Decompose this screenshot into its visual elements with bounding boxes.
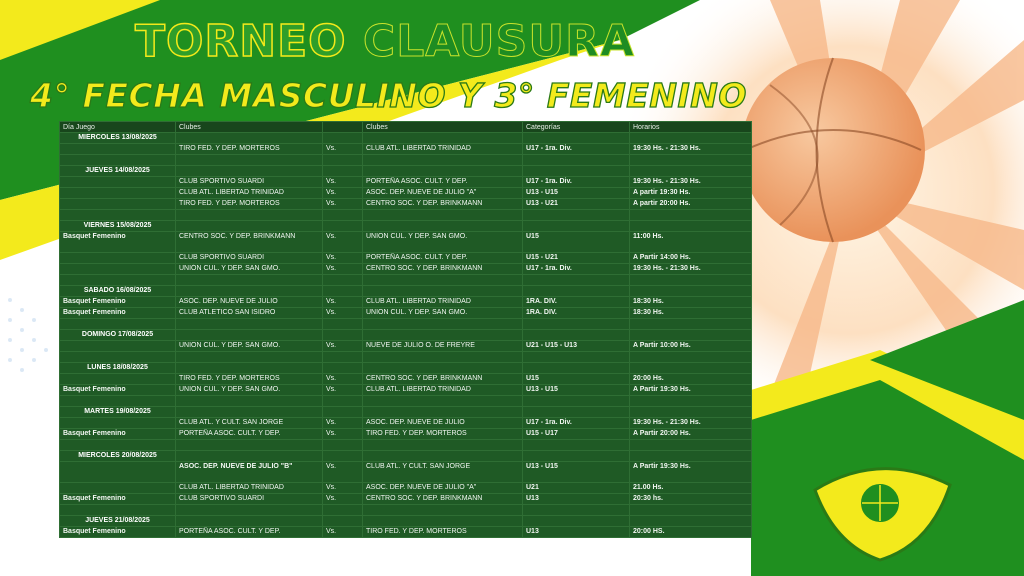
empty-cell xyxy=(176,440,323,451)
date-row xyxy=(60,133,752,144)
home-club-cell: CLUB ATL. Y CULT. SAN JORGE xyxy=(176,418,323,429)
home-club-cell: ASOC. DEP. NUEVE DE JULIO "B" xyxy=(176,462,323,483)
date-row xyxy=(60,286,752,297)
game-row xyxy=(60,374,752,385)
category-cell: 1RA. DIV. xyxy=(523,308,630,319)
empty-cell xyxy=(176,363,323,374)
schedule-table xyxy=(59,121,752,538)
time-cell: 19:30 Hs. - 21:30 Hs. xyxy=(630,177,752,188)
empty-cell xyxy=(323,319,363,330)
empty-cell xyxy=(176,319,323,330)
empty-cell xyxy=(60,155,176,166)
empty-cell xyxy=(363,516,523,527)
empty-cell xyxy=(176,166,323,177)
empty-cell xyxy=(523,330,630,341)
empty-cell xyxy=(323,221,363,232)
date-row xyxy=(60,407,752,418)
empty-cell xyxy=(60,210,176,221)
empty-cell xyxy=(176,330,323,341)
empty-cell xyxy=(363,275,523,286)
empty-cell xyxy=(523,363,630,374)
away-club-cell: UNION CUL. Y DEP. SAN GMO. xyxy=(363,232,523,253)
empty-cell xyxy=(523,221,630,232)
spacer-row xyxy=(60,155,752,166)
empty-cell xyxy=(363,155,523,166)
home-club-cell: CLUB ATLETICO SAN ISIDRO xyxy=(176,308,323,319)
day-cell xyxy=(60,253,176,264)
empty-cell xyxy=(60,319,176,330)
vs-cell: Vs. xyxy=(323,462,363,483)
empty-cell xyxy=(523,166,630,177)
game-row xyxy=(60,341,752,352)
away-club-cell: CLUB ATL. LIBERTAD TRINIDAD xyxy=(363,144,523,155)
home-club-cell: TIRO FED. Y DEP. MORTEROS xyxy=(176,144,323,155)
empty-cell xyxy=(630,155,752,166)
game-row xyxy=(60,253,752,264)
empty-cell xyxy=(363,221,523,232)
home-club-cell: CLUB ATL. LIBERTAD TRINIDAD xyxy=(176,483,323,494)
empty-cell xyxy=(176,451,323,462)
home-club-cell: UNION CUL. Y DEP. SAN GMO. xyxy=(176,341,323,352)
vs-cell: Vs. xyxy=(323,483,363,494)
empty-cell xyxy=(630,396,752,407)
empty-cell xyxy=(523,516,630,527)
away-club-cell: NUEVE DE JULIO O. DE FREYRE xyxy=(363,341,523,352)
empty-cell xyxy=(176,221,323,232)
empty-cell xyxy=(176,275,323,286)
date-label: JUEVES 14/08/2025 xyxy=(60,166,176,177)
game-row xyxy=(60,462,752,483)
category-cell: U15 xyxy=(523,374,630,385)
day-cell xyxy=(60,199,176,210)
time-cell: 20:00 HS. xyxy=(630,527,752,538)
spacer-row xyxy=(60,505,752,516)
spacer-row xyxy=(60,396,752,407)
empty-cell xyxy=(60,275,176,286)
header-vs xyxy=(323,122,363,133)
time-cell: A Partir 19:30 Hs. xyxy=(630,385,752,396)
time-cell: A partir 20:00 Hs. xyxy=(630,199,752,210)
date-row xyxy=(60,363,752,374)
empty-cell xyxy=(523,210,630,221)
vs-cell: Vs. xyxy=(323,429,363,440)
away-club-cell: TIRO FED. Y DEP. MORTEROS xyxy=(363,429,523,440)
empty-cell xyxy=(323,133,363,144)
vs-cell: Vs. xyxy=(323,494,363,505)
date-label: VIERNES 15/08/2025 xyxy=(60,221,176,232)
header-home-club: Clubes xyxy=(176,122,323,133)
time-cell: A Partir 14:00 Hs. xyxy=(630,253,752,264)
empty-cell xyxy=(323,210,363,221)
away-club-cell: ASOC. DEP. NUEVE DE JULIO "A" xyxy=(363,188,523,199)
vs-cell: Vs. xyxy=(323,418,363,429)
empty-cell xyxy=(630,166,752,177)
category-cell: U13 - U15 xyxy=(523,462,630,483)
empty-cell xyxy=(323,363,363,374)
home-club-cell: CLUB SPORTIVO SUARDI xyxy=(176,177,323,188)
time-cell: A Partir 19:30 Hs. xyxy=(630,462,752,483)
game-row xyxy=(60,418,752,429)
empty-cell xyxy=(323,396,363,407)
empty-cell xyxy=(523,396,630,407)
away-club-cell: ASOC. DEP. NUEVE DE JULIO "A" xyxy=(363,483,523,494)
vs-cell: Vs. xyxy=(323,527,363,538)
day-cell xyxy=(60,188,176,199)
date-label: MARTES 19/08/2025 xyxy=(60,407,176,418)
empty-cell xyxy=(176,396,323,407)
empty-cell xyxy=(60,505,176,516)
empty-cell xyxy=(176,352,323,363)
empty-cell xyxy=(630,286,752,297)
time-cell: A Partir 20:00 Hs. xyxy=(630,429,752,440)
game-row xyxy=(60,527,752,538)
day-cell xyxy=(60,341,176,352)
home-club-cell: TIRO FED. Y DEP. MORTEROS xyxy=(176,374,323,385)
day-cell xyxy=(60,144,176,155)
empty-cell xyxy=(323,352,363,363)
empty-cell xyxy=(176,505,323,516)
empty-cell xyxy=(363,166,523,177)
time-cell: A partir 19:30 Hs. xyxy=(630,188,752,199)
empty-cell xyxy=(630,221,752,232)
empty-cell xyxy=(176,286,323,297)
day-cell xyxy=(60,483,176,494)
empty-cell xyxy=(630,505,752,516)
empty-cell xyxy=(323,286,363,297)
home-club-cell: CENTRO SOC. Y DEP. BRINKMANN xyxy=(176,232,323,253)
time-cell: 21.00 Hs. xyxy=(630,483,752,494)
empty-cell xyxy=(630,210,752,221)
home-club-cell: PORTEÑA ASOC. CULT. Y DEP. xyxy=(176,429,323,440)
vs-cell: Vs. xyxy=(323,232,363,253)
category-cell: U21 xyxy=(523,483,630,494)
header-day: Día Juego xyxy=(60,122,176,133)
empty-cell xyxy=(630,319,752,330)
empty-cell xyxy=(523,155,630,166)
game-row xyxy=(60,264,752,275)
empty-cell xyxy=(363,352,523,363)
day-cell: Basquet Femenino xyxy=(60,297,176,308)
empty-cell xyxy=(630,133,752,144)
category-cell: U17 - 1ra. Div. xyxy=(523,418,630,429)
category-cell: U21 - U15 - U13 xyxy=(523,341,630,352)
empty-cell xyxy=(60,396,176,407)
empty-cell xyxy=(363,210,523,221)
day-cell xyxy=(60,462,176,483)
time-cell: 11:00 Hs. xyxy=(630,232,752,253)
time-cell: A Partir 10:00 Hs. xyxy=(630,341,752,352)
game-row xyxy=(60,144,752,155)
empty-cell xyxy=(363,396,523,407)
date-label: JUEVES 21/08/2025 xyxy=(60,516,176,527)
vs-cell: Vs. xyxy=(323,297,363,308)
game-row xyxy=(60,297,752,308)
title-part-2: CLAUSURA xyxy=(362,16,636,67)
time-cell: 20:30 hs. xyxy=(630,494,752,505)
empty-cell xyxy=(630,440,752,451)
date-row xyxy=(60,330,752,341)
empty-cell xyxy=(323,166,363,177)
game-row xyxy=(60,199,752,210)
spacer-row xyxy=(60,210,752,221)
away-club-cell: CENTRO SOC. Y DEP. BRINKMANN xyxy=(363,374,523,385)
empty-cell xyxy=(523,275,630,286)
empty-cell xyxy=(176,155,323,166)
game-row xyxy=(60,308,752,319)
date-row xyxy=(60,516,752,527)
time-cell: 19:30 Hs. - 21:30 Hs. xyxy=(630,418,752,429)
empty-cell xyxy=(630,516,752,527)
game-row xyxy=(60,429,752,440)
away-club-cell: CENTRO SOC. Y DEP. BRINKMANN xyxy=(363,494,523,505)
day-cell xyxy=(60,177,176,188)
empty-cell xyxy=(630,275,752,286)
vs-cell: Vs. xyxy=(323,374,363,385)
time-cell: 18:30 Hs. xyxy=(630,308,752,319)
away-club-cell: PORTEÑA ASOC. CULT. Y DEP. xyxy=(363,253,523,264)
empty-cell xyxy=(323,440,363,451)
day-cell: Basquet Femenino xyxy=(60,527,176,538)
empty-cell xyxy=(363,363,523,374)
empty-cell xyxy=(176,516,323,527)
day-cell: Basquet Femenino xyxy=(60,429,176,440)
time-cell: 20:00 Hs. xyxy=(630,374,752,385)
empty-cell xyxy=(630,352,752,363)
empty-cell xyxy=(363,319,523,330)
vs-cell: Vs. xyxy=(323,341,363,352)
home-club-cell: CLUB SPORTIVO SUARDI xyxy=(176,494,323,505)
time-cell: 19:30 Hs. - 21:30 Hs. xyxy=(630,264,752,275)
spacer-row xyxy=(60,352,752,363)
empty-cell xyxy=(323,330,363,341)
empty-cell xyxy=(523,286,630,297)
game-row xyxy=(60,483,752,494)
category-cell: U17 - 1ra. Div. xyxy=(523,144,630,155)
day-cell: Basquet Femenino xyxy=(60,494,176,505)
category-cell: U15 - U17 xyxy=(523,429,630,440)
time-cell: 18:30 Hs. xyxy=(630,297,752,308)
empty-cell xyxy=(60,352,176,363)
spacer-row xyxy=(60,319,752,330)
away-club-cell: CLUB ATL. LIBERTAD TRINIDAD xyxy=(363,385,523,396)
vs-cell: Vs. xyxy=(323,188,363,199)
category-cell: U13 - U15 xyxy=(523,385,630,396)
empty-cell xyxy=(523,440,630,451)
category-cell: U13 xyxy=(523,527,630,538)
empty-cell xyxy=(523,133,630,144)
empty-cell xyxy=(523,407,630,418)
game-row xyxy=(60,494,752,505)
header-time: Horarios xyxy=(630,122,752,133)
vs-cell: Vs. xyxy=(323,385,363,396)
page-title xyxy=(0,14,770,70)
date-row xyxy=(60,166,752,177)
game-row xyxy=(60,385,752,396)
empty-cell xyxy=(630,330,752,341)
vs-cell: Vs. xyxy=(323,308,363,319)
day-cell xyxy=(60,374,176,385)
game-row xyxy=(60,177,752,188)
away-club-cell: CENTRO SOC. Y DEP. BRINKMANN xyxy=(363,199,523,210)
day-cell: Basquet Femenino xyxy=(60,308,176,319)
away-club-cell: CENTRO SOC. Y DEP. BRINKMANN xyxy=(363,264,523,275)
date-label: SABADO 16/08/2025 xyxy=(60,286,176,297)
home-club-cell: PORTEÑA ASOC. CULT. Y DEP. xyxy=(176,527,323,538)
empty-cell xyxy=(363,330,523,341)
day-cell xyxy=(60,264,176,275)
date-label: MIERCOLES 20/08/2025 xyxy=(60,451,176,462)
empty-cell xyxy=(323,451,363,462)
date-label: MIERCOLES 13/08/2025 xyxy=(60,133,176,144)
category-cell: U15 - U21 xyxy=(523,253,630,264)
schedule-body xyxy=(60,133,752,538)
date-label: LUNES 18/08/2025 xyxy=(60,363,176,374)
empty-cell xyxy=(630,407,752,418)
category-cell: U17 - 1ra. Div. xyxy=(523,177,630,188)
category-cell: U15 xyxy=(523,232,630,253)
empty-cell xyxy=(323,505,363,516)
date-row xyxy=(60,451,752,462)
vs-cell: Vs. xyxy=(323,144,363,155)
vs-cell: Vs. xyxy=(323,264,363,275)
away-club-cell: TIRO FED. Y DEP. MORTEROS xyxy=(363,527,523,538)
empty-cell xyxy=(323,516,363,527)
empty-cell xyxy=(176,210,323,221)
header-away-club: Clubes xyxy=(363,122,523,133)
game-row xyxy=(60,232,752,253)
empty-cell xyxy=(363,451,523,462)
game-row xyxy=(60,188,752,199)
day-cell xyxy=(60,418,176,429)
time-cell: 19:30 Hs. - 21:30 Hs. xyxy=(630,144,752,155)
category-cell: U17 - 1ra. Div. xyxy=(523,264,630,275)
header-category: Categorías xyxy=(523,122,630,133)
away-club-cell: CLUB ATL. Y CULT. SAN JORGE xyxy=(363,462,523,483)
empty-cell xyxy=(363,407,523,418)
empty-cell xyxy=(363,440,523,451)
header-row xyxy=(60,122,752,133)
away-club-cell: ASOC. DEP. NUEVE DE JULIO xyxy=(363,418,523,429)
empty-cell xyxy=(630,363,752,374)
home-club-cell: UNION CUL. Y DEP. SAN GMO. xyxy=(176,385,323,396)
vs-cell: Vs. xyxy=(323,253,363,264)
day-cell: Basquet Femenino xyxy=(60,232,176,253)
spacer-row xyxy=(60,275,752,286)
date-label: DOMINGO 17/08/2025 xyxy=(60,330,176,341)
empty-cell xyxy=(323,275,363,286)
home-club-cell: TIRO FED. Y DEP. MORTEROS xyxy=(176,199,323,210)
home-club-cell: UNIÓN CUL. Y DEP. SAN GMO. xyxy=(176,264,323,275)
day-cell: Basquet Femenino xyxy=(60,385,176,396)
empty-cell xyxy=(630,451,752,462)
title-part-1: TORNEO xyxy=(134,16,347,67)
category-cell: U13 - U21 xyxy=(523,199,630,210)
empty-cell xyxy=(323,155,363,166)
empty-cell xyxy=(523,319,630,330)
page-subtitle: 4° FECHA MASCULINO Y 3° FEMENINO xyxy=(30,76,747,115)
empty-cell xyxy=(363,286,523,297)
empty-cell xyxy=(323,407,363,418)
category-cell: U13 - U15 xyxy=(523,188,630,199)
empty-cell xyxy=(363,505,523,516)
date-row xyxy=(60,221,752,232)
empty-cell xyxy=(523,505,630,516)
away-club-cell: UNION CUL. Y DEP. SAN GMO. xyxy=(363,308,523,319)
empty-cell xyxy=(176,133,323,144)
category-cell: U13 xyxy=(523,494,630,505)
vs-cell: Vs. xyxy=(323,177,363,188)
empty-cell xyxy=(363,133,523,144)
home-club-cell: CLUB SPORTIVO SUARDI xyxy=(176,253,323,264)
spacer-row xyxy=(60,440,752,451)
empty-cell xyxy=(523,352,630,363)
away-club-cell: CLUB ATL. LIBERTAD TRINIDAD xyxy=(363,297,523,308)
home-club-cell: ASOC. DEP. NUEVE DE JULIO xyxy=(176,297,323,308)
category-cell: 1RA. DIV. xyxy=(523,297,630,308)
away-club-cell: PORTEÑA ASOC. CULT. Y DEP. xyxy=(363,177,523,188)
empty-cell xyxy=(60,440,176,451)
home-club-cell: CLUB ATL. LIBERTAD TRINIDAD xyxy=(176,188,323,199)
empty-cell xyxy=(176,407,323,418)
vs-cell: Vs. xyxy=(323,199,363,210)
empty-cell xyxy=(523,451,630,462)
